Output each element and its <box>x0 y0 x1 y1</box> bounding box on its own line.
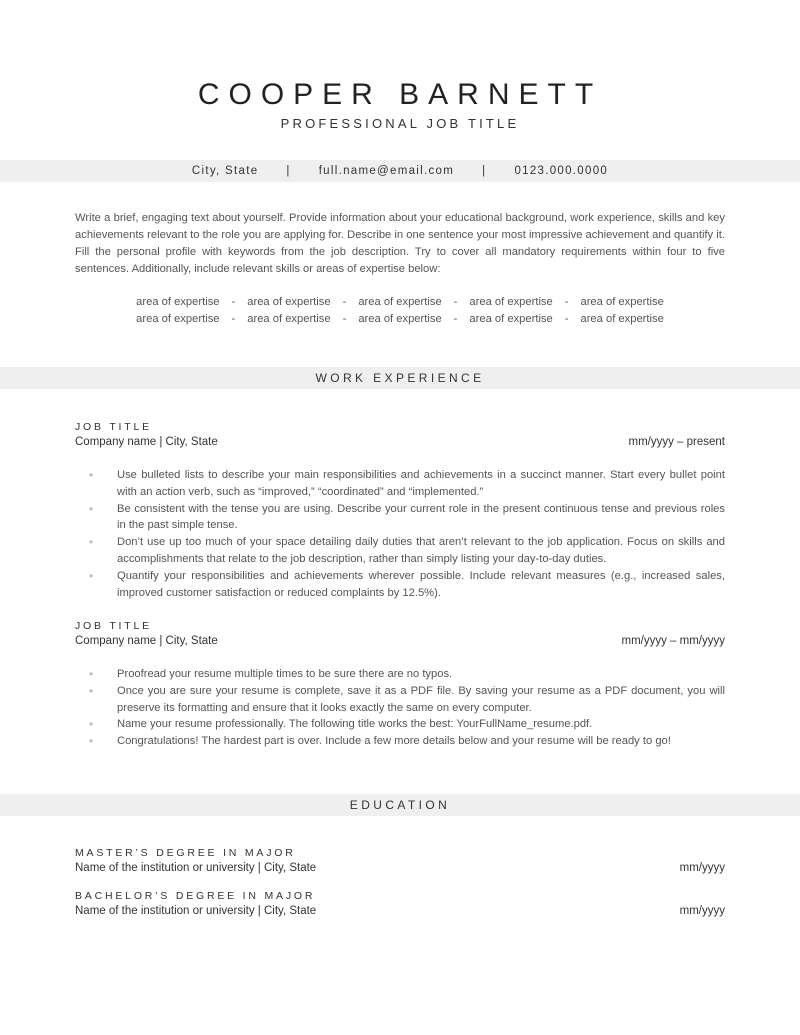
profile-summary: Write a brief, engaging text about yourself. Provide information about your educational background, work experience, skills and key achievements relevant to the role you are applying for. Describe in one sentence your most impressive achievement and quantify it. Fill the personal profile with keywords from the job description. Try to cover all mandatory requirements within four to five sentences. Additionally, include relevant skills or areas of expertise below: <box>75 212 725 275</box>
institution: Name of the institution or university | City, State <box>75 862 317 874</box>
job-title: JOB TITLE <box>75 620 152 632</box>
expertise-item: area of expertise <box>136 313 220 325</box>
education-date: mm/yyyy <box>679 862 725 874</box>
expertise-item: area of expertise <box>580 296 664 308</box>
education-row <box>75 905 725 917</box>
job-company: Company name | City, State <box>75 436 218 448</box>
expertise-item: area of expertise <box>469 296 553 308</box>
expertise-separator: - <box>342 296 347 308</box>
education-date: mm/yyyy <box>679 905 725 917</box>
resume-name: COOPER BARNETT <box>197 78 603 111</box>
job-title: JOB TITLE <box>75 421 152 433</box>
work-experience-heading <box>0 367 800 389</box>
expertise-item: area of expertise <box>358 296 442 308</box>
expertise-item: area of expertise <box>358 313 442 325</box>
institution: Name of the institution or university | City, State <box>75 905 317 917</box>
contact-bar <box>0 160 800 182</box>
education-heading <box>0 794 800 816</box>
list-item: • Quantify your responsibilities and achievements wherever possible. Include relevant measures (e.g., increased sales, improved customer satisfaction or reduced complaints by 12.5%). <box>75 568 725 602</box>
expertise-item: area of expertise <box>469 313 553 325</box>
contact-separator: | <box>286 165 291 177</box>
contact-location: City, State <box>191 165 259 177</box>
expertise-item: area of expertise <box>247 313 331 325</box>
list-item: • Be consistent with the tense you are using. Describe your current role in the present continuous tense and previous roles in the past simple tense. <box>75 501 725 535</box>
job-bullet-list <box>75 467 725 601</box>
job-dates: mm/yyyy – mm/yyyy <box>621 635 725 647</box>
degree-title: BACHELOR’S DEGREE IN MAJOR <box>75 890 316 902</box>
contact-separator: | <box>482 165 487 177</box>
job-company: Company name | City, State <box>75 635 218 647</box>
list-item: • Proofread your resume multiple times to be sure there are no typos. <box>75 666 725 683</box>
expertise-separator: - <box>231 313 236 325</box>
professional-job-title: PROFESSIONAL JOB TITLE <box>280 116 520 131</box>
list-item: • Don’t use up too much of your space detailing daily duties that aren’t relevant to the job application. Focus on skills and accomplishments that relate to the job description, rather than simply listing your day-to-day duties. <box>75 534 725 568</box>
expertise-item: area of expertise <box>136 296 220 308</box>
list-item: • Use bulleted lists to describe your main responsibilities and achievements in a succinct manner. Start every bullet point with an action verb, such as “improved,” “coordinated” and “implemented.” <box>75 467 725 501</box>
contact-email: full.name@email.com <box>318 165 455 177</box>
expertise-separator: - <box>453 296 458 308</box>
expertise-separator: - <box>342 313 347 325</box>
expertise-row <box>75 296 725 308</box>
expertise-item: area of expertise <box>247 296 331 308</box>
section-title: WORK EXPERIENCE <box>315 371 485 385</box>
expertise-separator: - <box>231 296 236 308</box>
contact-phone: 0123.000.0000 <box>514 165 609 177</box>
expertise-separator: - <box>564 296 569 308</box>
list-item: • Congratulations! The hardest part is over. Include a few more details below and your resume will be ready to go! <box>75 733 725 750</box>
job-company-row <box>75 635 725 647</box>
job-dates: mm/yyyy – present <box>628 436 725 448</box>
education-row <box>75 862 725 874</box>
expertise-separator: - <box>564 313 569 325</box>
job-bullet-list <box>75 666 725 750</box>
degree-title: MASTER’S DEGREE IN MAJOR <box>75 847 296 859</box>
list-item: • Name your resume professionally. The following title works the best: YourFullName_resume.pdf. <box>75 716 725 733</box>
expertise-separator: - <box>453 313 458 325</box>
section-title: EDUCATION <box>349 798 451 812</box>
expertise-row <box>75 313 725 325</box>
expertise-item: area of expertise <box>580 313 664 325</box>
job-company-row <box>75 436 725 448</box>
list-item: • Once you are sure your resume is complete, save it as a PDF file. By saving your resume as a PDF document, you will preserve its formatting and ensure that it looks exactly the same on every computer. <box>75 683 725 717</box>
